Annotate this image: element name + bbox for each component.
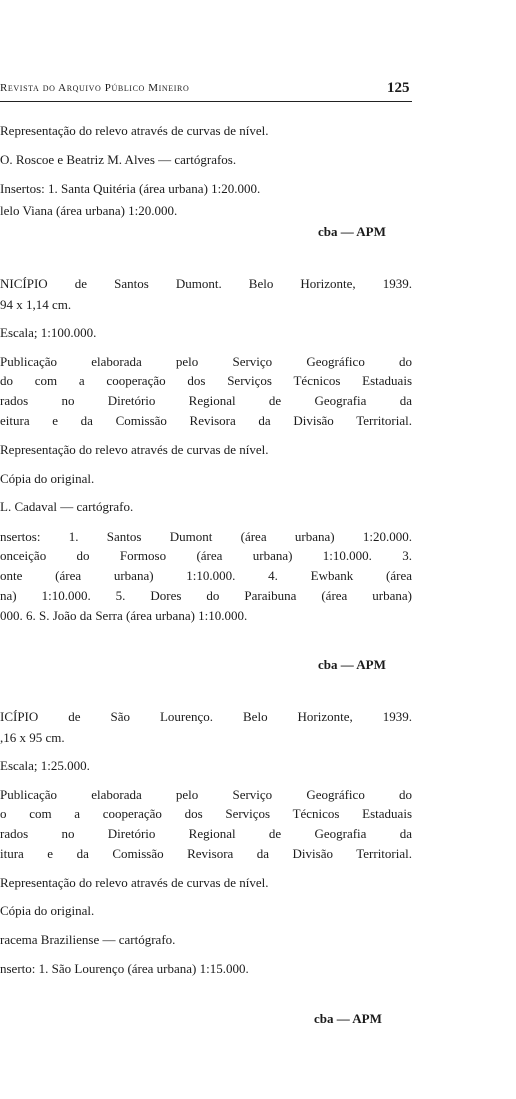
text-line: Publicação elaborada pelo Serviço Geográfico do: [0, 787, 412, 802]
text-line: L. Cadaval — cartógrafo.: [0, 499, 134, 514]
text-line: itura e da Comissão Revisora da Divisão Territorial.: [0, 846, 412, 861]
text-line: lelo Viana (área urbana) 1:20.000.: [0, 203, 178, 218]
text-line: Insertos: 1. Santa Quitéria (área urbana) 1:20.000.: [0, 181, 261, 196]
text-line: Escala; 1:100.000.: [0, 325, 97, 340]
text-line: 000. 6. S. João da Serra (área urbana) 1:10.000.: [0, 608, 248, 623]
entry-title-line: ICÍPIO de São Lourenço. Belo Horizonte, 1939.: [0, 709, 412, 724]
text-line: onte (área urbana) 1:10.000. 4. Ewbank (área: [0, 568, 412, 583]
text-line: ,16 x 95 cm.: [0, 730, 65, 745]
entry-title-line: NICÍPIO de Santos Dumont. Belo Horizonte, 1939.: [0, 276, 412, 291]
text-line: na) 1:10.000. 5. Dores do Paraibuna (área urbana): [0, 588, 412, 603]
text-line: rados no Diretório Regional de Geografia da: [0, 393, 412, 408]
text-line: Cópia do original.: [0, 903, 95, 918]
text-line: Cópia do original.: [0, 471, 95, 486]
running-header: Revista do Arquivo Público Mineiro: [0, 82, 190, 94]
text-line: racema Braziliense — cartógrafo.: [0, 932, 176, 947]
text-line: O. Roscoe e Beatriz M. Alves — cartógrafos.: [0, 152, 237, 167]
text-line: nsertos: 1. Santos Dumont (área urbana) 1:20.000.: [0, 529, 412, 544]
signature-cba-apm: cba — APM: [318, 224, 386, 239]
text-line: rados no Diretório Regional de Geografia da: [0, 826, 412, 841]
text-line: onceição do Formoso (área urbana) 1:10.000. 3.: [0, 548, 412, 563]
text-line: Escala; 1:25.000.: [0, 758, 90, 773]
text-line: Representação do relevo através de curvas de nível.: [0, 442, 269, 457]
text-line: nserto: 1. São Lourenço (área urbana) 1:15.000.: [0, 961, 249, 976]
text-line: o com a cooperação dos Serviços Técnicos Estaduais: [0, 806, 412, 821]
text-line: eitura e da Comissão Revisora da Divisão Territorial.: [0, 413, 412, 428]
text-line: do com a cooperação dos Serviços Técnicos Estaduais: [0, 373, 412, 388]
signature-cba-apm: cba — APM: [314, 1011, 382, 1026]
text-line: Representação do relevo através de curvas de nível.: [0, 123, 269, 138]
signature-cba-apm: cba — APM: [318, 657, 386, 672]
text-line: Publicação elaborada pelo Serviço Geográfico do: [0, 354, 412, 369]
text-line: 94 x 1,14 cm.: [0, 297, 72, 312]
text-line: Representação do relevo através de curvas de nível.: [0, 875, 269, 890]
header-rule: [0, 101, 412, 102]
page-number: 125: [387, 80, 410, 96]
